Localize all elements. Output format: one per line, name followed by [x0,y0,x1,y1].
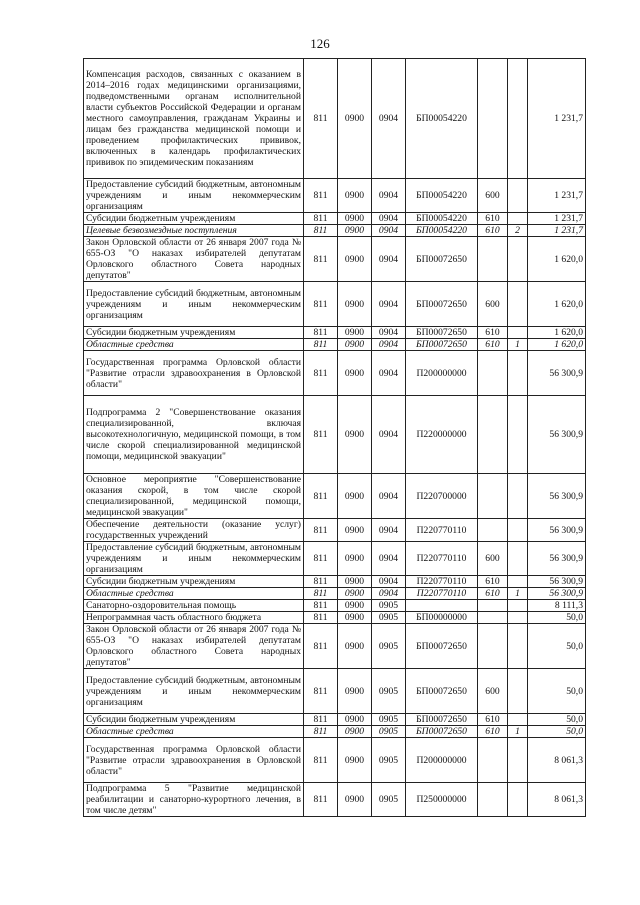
cell-vr: 610 [478,213,508,225]
cell-sum: 56 300,9 [528,576,586,588]
cell-pr: 0905 [372,726,406,738]
cell-sum: 50,0 [528,726,586,738]
cell-name: Субсидии бюджетным учреждениям [84,213,304,225]
cell-rz: 0900 [338,213,372,225]
cell-pr: 0904 [372,59,406,179]
cell-name: Непрограммная часть областного бюджета [84,612,304,624]
cell-rz: 0900 [338,282,372,327]
table-row [84,726,586,738]
table-row [84,59,586,179]
cell-vr [478,519,508,542]
cell-name: Компенсация расходов, связанных с оказанием в 2014–2016 годах медицинскими организациями, подведомственными органам исполнительной власти субъектов Российской Федерации и органам местного самоуправления, гражданам Украины и лицам без гражданства медицинской помощи и проведением профилактических прививок, включенных в календарь профилактических прививок по эпидемическим показаниям [84,59,304,179]
cell-name: Подпрограмма 5 "Развитие медицинской реабилитации и санаторно-курортного лечения, в том числе детям" [84,783,304,817]
cell-name: Закон Орловской области от 26 января 2007 года № 655-ОЗ "О наказах избирателей депутатам Орловского областного Совета народных депутатов" [84,624,304,669]
cell-csr: П220770110 [406,519,478,542]
cell-sum: 1 620,0 [528,327,586,339]
cell-vr: 600 [478,282,508,327]
cell-grbs: 811 [304,237,338,282]
cell-csr: БП00054220 [406,179,478,213]
cell-grbs: 811 [304,624,338,669]
cell-pr: 0904 [372,576,406,588]
cell-sum: 8 061,3 [528,783,586,817]
cell-name: Подпрограмма 2 "Совершенствование оказания специализированной, включая высокотехнологичную, медицинской помощи, в том числе скорой специализированной медицинской помощи, медицинской эвакуации" [84,396,304,474]
cell-vr [478,738,508,783]
cell-pr: 0904 [372,519,406,542]
cell-csr: БП00072650 [406,714,478,726]
cell-vr [478,59,508,179]
cell-name: Субсидии бюджетным учреждениям [84,576,304,588]
cell-pr: 0905 [372,600,406,612]
cell-name: Государственная программа Орловской области "Развитие отрасли здравоохранения в Орловской области" [84,738,304,783]
cell-pr: 0904 [372,474,406,519]
cell-sum: 8 111,3 [528,600,586,612]
cell-csr: П220700000 [406,474,478,519]
cell-grbs: 811 [304,327,338,339]
cell-csr: БП00072650 [406,237,478,282]
cell-src [508,714,528,726]
cell-vr [478,237,508,282]
cell-sum: 50,0 [528,714,586,726]
cell-sum: 1 231,7 [528,179,586,213]
cell-csr: П200000000 [406,738,478,783]
cell-grbs: 811 [304,714,338,726]
cell-sum: 56 300,9 [528,351,586,396]
table-row [84,612,586,624]
cell-src [508,282,528,327]
cell-vr [478,624,508,669]
table-row [84,339,586,351]
cell-name: Предоставление субсидий бюджетным, автономным учреждениям и иным некоммерческим организациям [84,282,304,327]
cell-grbs: 811 [304,179,338,213]
cell-src: 1 [508,726,528,738]
cell-name: Предоставление субсидий бюджетным, автономным учреждениям и иным некоммерческим организациям [84,669,304,714]
cell-vr [478,474,508,519]
cell-csr: БП00000000 [406,612,478,624]
table-row [84,396,586,474]
cell-src [508,327,528,339]
cell-name: Предоставление субсидий бюджетным, автономным учреждениям и иным некоммерческим организациям [84,179,304,213]
cell-csr: БП00054220 [406,225,478,237]
cell-rz: 0900 [338,783,372,817]
cell-csr: П220770110 [406,588,478,600]
cell-rz: 0900 [338,327,372,339]
cell-vr [478,396,508,474]
cell-sum: 56 300,9 [528,519,586,542]
cell-src: 2 [508,225,528,237]
cell-grbs: 811 [304,600,338,612]
table-row [84,327,586,339]
cell-vr: 610 [478,327,508,339]
cell-sum: 1 620,0 [528,237,586,282]
cell-pr: 0905 [372,738,406,783]
cell-sum: 1 231,7 [528,213,586,225]
page-number: 126 [310,36,330,51]
cell-rz: 0900 [338,612,372,624]
cell-pr: 0904 [372,179,406,213]
cell-rz: 0900 [338,396,372,474]
cell-grbs: 811 [304,519,338,542]
cell-vr [478,783,508,817]
cell-sum: 1 620,0 [528,282,586,327]
cell-sum: 56 300,9 [528,542,586,576]
table-row [84,179,586,213]
table-row [84,600,586,612]
cell-src [508,624,528,669]
cell-sum: 1 231,7 [528,59,586,179]
cell-vr: 610 [478,225,508,237]
cell-name: Областные средства [84,726,304,738]
cell-src [508,600,528,612]
cell-rz: 0900 [338,339,372,351]
table-row [84,474,586,519]
cell-rz: 0900 [338,669,372,714]
cell-name: Субсидии бюджетным учреждениям [84,327,304,339]
table-row [84,738,586,783]
cell-src [508,396,528,474]
cell-name: Областные средства [84,339,304,351]
cell-csr: П200000000 [406,351,478,396]
cell-grbs: 811 [304,474,338,519]
cell-csr: П220770110 [406,542,478,576]
cell-sum: 1 620,0 [528,339,586,351]
cell-pr: 0905 [372,669,406,714]
cell-name: Санаторно-оздоровительная помощь [84,600,304,612]
cell-pr: 0904 [372,282,406,327]
cell-grbs: 811 [304,612,338,624]
cell-rz: 0900 [338,714,372,726]
cell-sum: 50,0 [528,624,586,669]
cell-csr: П220770110 [406,576,478,588]
table-row [84,351,586,396]
cell-src [508,59,528,179]
cell-name: Целевые безвозмездные поступления [84,225,304,237]
cell-grbs: 811 [304,783,338,817]
cell-vr: 610 [478,726,508,738]
cell-csr: БП00072650 [406,624,478,669]
cell-rz: 0900 [338,225,372,237]
cell-vr: 610 [478,588,508,600]
cell-src [508,783,528,817]
cell-csr: П250000000 [406,783,478,817]
cell-sum: 56 300,9 [528,588,586,600]
table-row [84,237,586,282]
cell-rz: 0900 [338,237,372,282]
cell-vr [478,600,508,612]
cell-vr: 610 [478,714,508,726]
cell-pr: 0904 [372,237,406,282]
cell-pr: 0904 [372,327,406,339]
cell-grbs: 811 [304,542,338,576]
cell-grbs: 811 [304,738,338,783]
cell-csr: П220000000 [406,396,478,474]
cell-name: Обеспечение деятельности (оказание услуг) государственных учреждений [84,519,304,542]
cell-pr: 0905 [372,612,406,624]
cell-sum: 8 061,3 [528,738,586,783]
cell-vr: 600 [478,542,508,576]
cell-pr: 0905 [372,714,406,726]
cell-src [508,179,528,213]
cell-pr: 0904 [372,542,406,576]
cell-csr: БП00072650 [406,726,478,738]
cell-rz: 0900 [338,351,372,396]
cell-name: Областные средства [84,588,304,600]
cell-grbs: 811 [304,213,338,225]
cell-name: Основное мероприятие "Совершенствование оказания скорой, в том числе скорой специализированной, медицинской помощи, медицинской эвакуации" [84,474,304,519]
cell-src [508,519,528,542]
cell-src: 1 [508,588,528,600]
cell-csr: БП00072650 [406,669,478,714]
cell-rz: 0900 [338,726,372,738]
table-row [84,714,586,726]
cell-src [508,237,528,282]
cell-pr: 0904 [372,225,406,237]
cell-csr: БП00072650 [406,339,478,351]
table-row [84,783,586,817]
table-row [84,669,586,714]
cell-sum: 1 231,7 [528,225,586,237]
cell-sum: 50,0 [528,612,586,624]
cell-grbs: 811 [304,396,338,474]
cell-src [508,474,528,519]
table-body [84,59,586,817]
cell-grbs: 811 [304,351,338,396]
cell-grbs: 811 [304,576,338,588]
cell-grbs: 811 [304,669,338,714]
table-row [84,225,586,237]
table-row [84,576,586,588]
cell-pr: 0904 [372,213,406,225]
cell-csr: БП00072650 [406,282,478,327]
table-row [84,213,586,225]
cell-grbs: 811 [304,339,338,351]
table-row [84,624,586,669]
cell-grbs: 811 [304,59,338,179]
cell-rz: 0900 [338,600,372,612]
cell-grbs: 811 [304,588,338,600]
cell-pr: 0904 [372,339,406,351]
cell-grbs: 811 [304,726,338,738]
cell-rz: 0900 [338,576,372,588]
cell-name: Субсидии бюджетным учреждениям [84,714,304,726]
cell-csr [406,600,478,612]
table-row [84,519,586,542]
cell-vr: 610 [478,339,508,351]
cell-name: Закон Орловской области от 26 января 2007 года № 655-ОЗ "О наказах избирателей депутатам Орловского областного Совета народных депутатов" [84,237,304,282]
table-row [84,282,586,327]
cell-name: Предоставление субсидий бюджетным, автономным учреждениям и иным некоммерческим организациям [84,542,304,576]
cell-rz: 0900 [338,588,372,600]
cell-pr: 0904 [372,351,406,396]
cell-rz: 0900 [338,59,372,179]
cell-src [508,351,528,396]
cell-csr: БП00054220 [406,213,478,225]
cell-vr: 600 [478,669,508,714]
cell-rz: 0900 [338,624,372,669]
cell-csr: БП00072650 [406,327,478,339]
cell-rz: 0900 [338,474,372,519]
cell-src [508,576,528,588]
cell-src: 1 [508,339,528,351]
cell-src [508,738,528,783]
cell-grbs: 811 [304,282,338,327]
cell-sum: 56 300,9 [528,474,586,519]
cell-pr: 0905 [372,783,406,817]
cell-pr: 0905 [372,624,406,669]
table-row [84,542,586,576]
cell-vr: 610 [478,576,508,588]
cell-vr: 600 [478,179,508,213]
cell-src [508,542,528,576]
cell-src [508,213,528,225]
cell-vr [478,612,508,624]
table-row [84,588,586,600]
cell-rz: 0900 [338,519,372,542]
cell-src [508,612,528,624]
cell-pr: 0904 [372,396,406,474]
cell-src [508,669,528,714]
cell-csr: БП00054220 [406,59,478,179]
cell-rz: 0900 [338,738,372,783]
cell-sum: 50,0 [528,669,586,714]
cell-rz: 0900 [338,179,372,213]
cell-pr: 0904 [372,588,406,600]
cell-rz: 0900 [338,542,372,576]
cell-sum: 56 300,9 [528,396,586,474]
cell-vr [478,351,508,396]
cell-grbs: 811 [304,225,338,237]
cell-name: Государственная программа Орловской области "Развитие отрасли здравоохранения в Орловской области" [84,351,304,396]
budget-table [83,58,586,817]
